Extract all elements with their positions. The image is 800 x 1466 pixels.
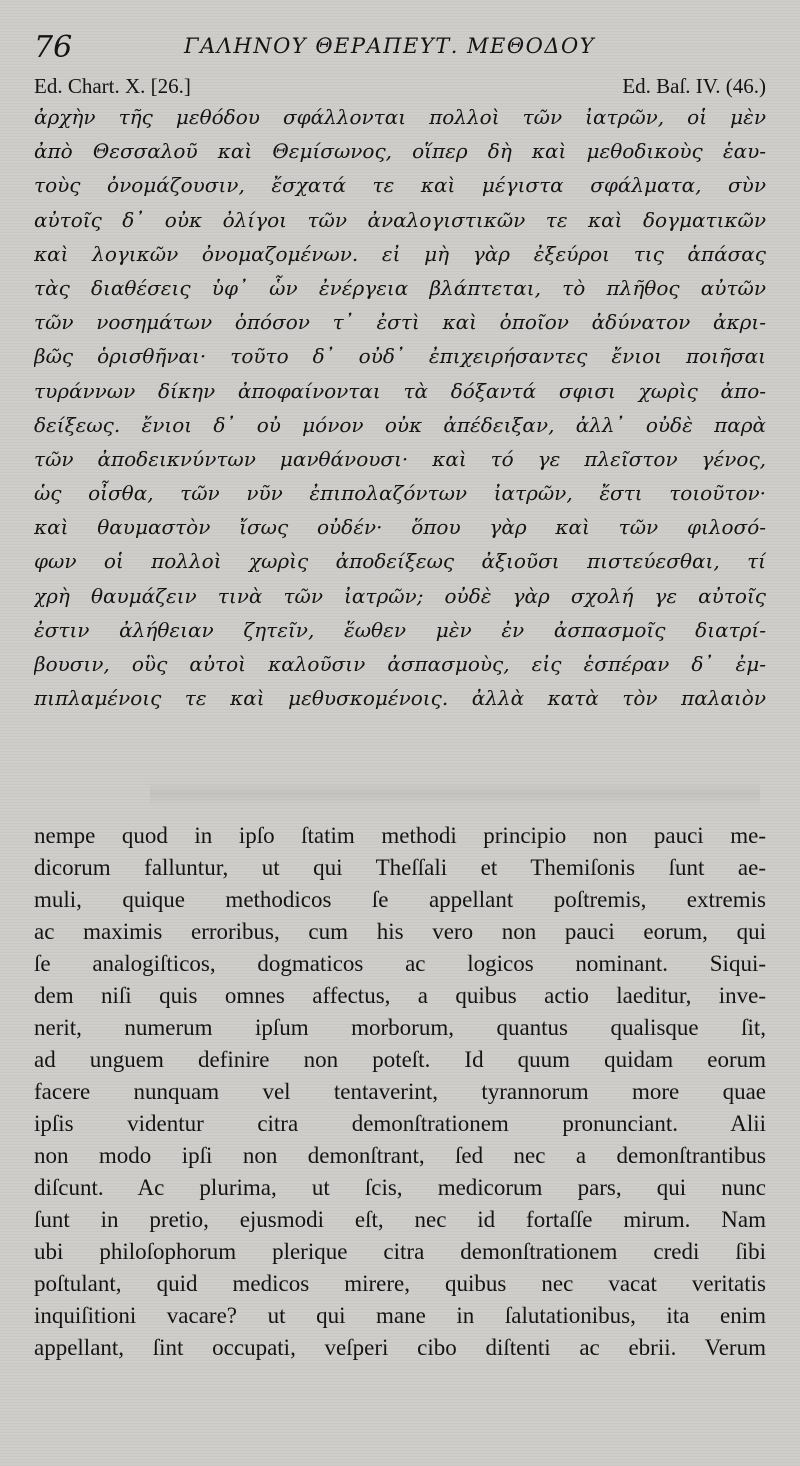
latin-line: ipſis videntur citra demonſtrationem pronunciant. Alii: [34, 1111, 766, 1136]
greek-line: δείξεως. ἔνιοι δ᾽ οὐ μόνον οὐκ ἀπέδειξαν, ἀλλ᾽ οὐδὲ παρὰ: [34, 412, 766, 437]
show-through-shadow: [150, 782, 760, 806]
latin-line: non modo ipſi non demonſtrant, ſed nec a demonſtrantibus: [34, 1143, 766, 1168]
latin-line: appellant, ſint occupati, veſperi cibo diſtenti ac ebrii. Verum: [34, 1335, 766, 1360]
greek-line: καὶ θαυμαστὸν ἴσως οὐδέν· ὅπου γὰρ καὶ τῶν φιλοσό-: [34, 515, 766, 540]
greek-line: ἀπὸ Θεσσαλοῦ καὶ Θεμίσωνος, οἵπερ δὴ καὶ μεθοδικοὺς ἑαυ-: [34, 139, 766, 164]
greek-line: αὐτοῖς δ᾽ οὐκ ὀλίγοι τῶν ἀναλογιστικῶν τε καὶ δογματικῶν: [34, 207, 766, 232]
latin-line: ſe analogiſticos, dogmaticos ac logicos nominant. Siqui-: [34, 951, 766, 976]
page-number: 76: [34, 30, 73, 65]
greek-line: ἐστιν ἀλήθειαν ζητεῖν, ἕωθεν μὲν ἐν ἀσπασμοῖς διατρί-: [34, 617, 766, 642]
greek-line: χρὴ θαυμάζειν τινὰ τῶν ἰατρῶν; οὐδὲ γὰρ σχολή γε αὐτοῖς: [34, 583, 766, 608]
latin-line: ad unguem definire non poteſt. Id quum quidam eorum: [34, 1047, 766, 1072]
greek-line: τοὺς ὀνομάζουσιν, ἔσχατά τε καὶ μέγιστα σφάλματα, σὺν: [34, 173, 766, 198]
latin-line: dicorum falluntur, ut qui Theſſali et Themiſonis ſunt ae-: [34, 855, 766, 880]
greek-line: τῶν ἀποδεικνύντων μανθάνουσι· καὶ τό γε πλεῖστον γένος,: [34, 446, 766, 471]
latin-line: diſcunt. Ac plurima, ut ſcis, medicorum pars, qui nunc: [34, 1175, 766, 1200]
greek-line: καὶ λογικῶν ὀνομαζομένων. εἰ μὴ γὰρ ἐξεύροι τις ἁπάσας: [34, 241, 766, 266]
greek-text: [34, 100, 766, 715]
greek-line: ἀρχὴν τῆς μεθόδου σφάλλονται πολλοὶ τῶν ἰατρῶν, οἱ μὲν: [34, 105, 766, 129]
greek-line: φων οἱ πολλοὶ χωρὶς ἀποδείξεως ἀξιοῦσι πιστεύεσθαι, τί: [34, 549, 766, 574]
latin-line: muli, quique methodicos ſe appellant poſtremis, extremis: [34, 887, 766, 912]
latin-line: nerit, numerum ipſum morborum, quantus qualisque ſit,: [34, 1015, 766, 1040]
greek-line: ὡς οἶσθα, τῶν νῦν ἐπιπολαζόντων ἰατρῶν, ἔστι τοιοῦτον·: [34, 481, 766, 506]
edition-references: [34, 74, 766, 102]
greek-line: βουσιν, οὓς αὐτοὶ καλοῦσιν ἀσπασμοὺς, εἰς ἑσπέραν δ᾽ ἐμ-: [34, 652, 766, 676]
running-head: [34, 30, 774, 70]
greek-line: τυράννων δίκην ἀποφαίνονται τὰ δόξαντά σφισι χωρὶς ἀπο-: [34, 378, 766, 403]
edition-reference-basel: Ed. Baſ. IV. (46.): [622, 74, 766, 98]
header-title: ΓΑΛΗΝΟΥ ΘΕΡΑΠΕΥΤ. ΜΕΘΟΔΟΥ: [184, 34, 596, 58]
latin-line: dem niſi quis omnes affectus, a quibus actio laeditur, inve-: [34, 983, 766, 1008]
latin-text: [34, 820, 766, 1364]
latin-line: ſunt in pretio, ejusmodi eſt, nec id fortaſſe mirum. Nam: [34, 1207, 766, 1232]
greek-line: τὰς διαθέσεις ὑφ᾽ ὧν ἐνέργεια βλάπτεται, τὸ πλῆθος αὐτῶν: [34, 275, 766, 300]
edition-reference-chartier: Ed. Chart. X. [26.]: [34, 74, 191, 98]
greek-line: βῶς ὁρισθῆναι· τοῦτο δ᾽ οὐδ᾽ ἐπιχειρήσαντες ἔνιοι ποιῆσαι: [34, 344, 766, 369]
greek-line: τῶν νοσημάτων ὁπόσον τ᾽ ἐστὶ καὶ ὁποῖον ἀδύνατον ἀκρι-: [34, 310, 766, 335]
latin-line: poſtulant, quid medicos mirere, quibus nec vacat veritatis: [34, 1271, 766, 1296]
latin-line: inquiſitioni vacare? ut qui mane in ſalutationibus, ita enim: [34, 1303, 766, 1328]
latin-line: nempe quod in ipſo ſtatim methodi principio non pauci me-: [34, 823, 766, 848]
latin-line: ac maximis erroribus, cum his vero non pauci eorum, qui: [34, 919, 766, 944]
latin-line: facere nunquam vel tentaverint, tyrannorum more quae: [34, 1079, 766, 1104]
greek-line: πιπλαμένοις τε καὶ μεθυσκομένοις. ἀλλὰ κατὰ τὸν παλαιὸν: [34, 686, 766, 711]
latin-line: ubi philoſophorum plerique citra demonſtrationem credi ſibi: [34, 1239, 766, 1264]
